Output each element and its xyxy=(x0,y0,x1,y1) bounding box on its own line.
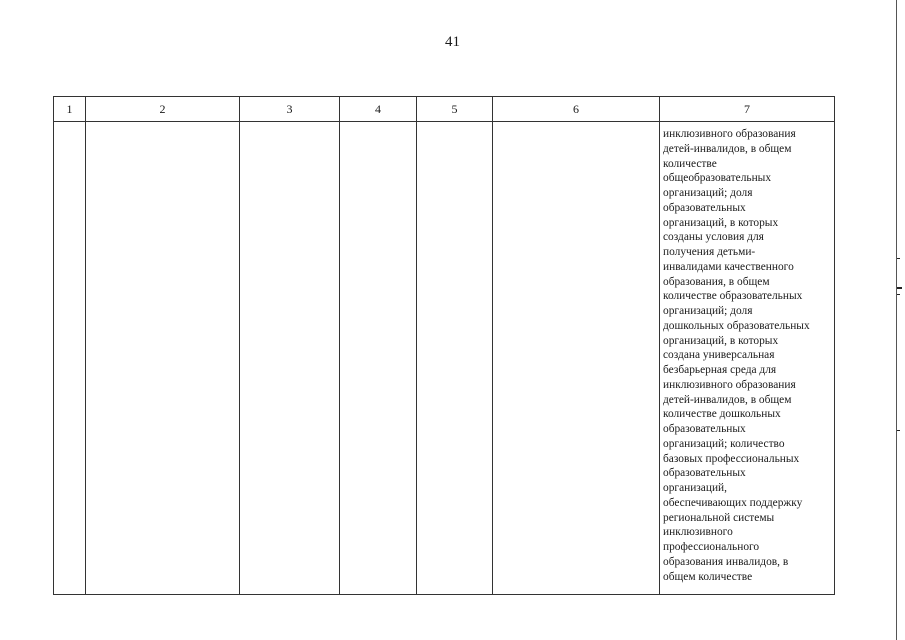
text-line: общем количестве xyxy=(663,570,753,583)
text-line: обеспечивающих поддержку xyxy=(663,496,803,509)
text-line: инклюзивного xyxy=(663,526,733,539)
cell-col-1 xyxy=(54,122,86,595)
text-line: организаций, в которых xyxy=(663,216,779,229)
text-line: организаций, в которых xyxy=(663,334,779,347)
data-table xyxy=(53,96,835,595)
column-header-1: 1 xyxy=(54,97,86,122)
cell-col-6 xyxy=(493,122,660,595)
cell-col-2 xyxy=(86,122,240,595)
text-line: организаций; доля xyxy=(663,187,753,199)
cell-col-5 xyxy=(417,122,493,595)
table-row xyxy=(54,122,835,595)
scan-edge-mark xyxy=(897,258,900,259)
text-line: дошкольных образовательных xyxy=(663,319,810,332)
text-line: созданы условия для xyxy=(663,231,764,244)
text-line: количестве образовательных xyxy=(663,290,803,303)
text-line: образования, в общем xyxy=(663,275,770,288)
text-line: количестве xyxy=(663,157,717,170)
column-header-7: 7 xyxy=(660,97,835,122)
text-line: образования инвалидов, в xyxy=(663,555,789,568)
column-7-text xyxy=(660,122,834,584)
scan-edge-mark xyxy=(897,294,900,295)
text-line: образовательных xyxy=(663,201,746,214)
column-header-4: 4 xyxy=(340,97,417,122)
text-line: организаций; количество xyxy=(663,437,785,450)
text-line: инвалидами качественного xyxy=(663,260,794,273)
text-line: организаций, xyxy=(663,482,727,494)
text-line: получения детьми- xyxy=(663,246,756,258)
scan-edge-mark xyxy=(897,287,902,289)
column-header-3: 3 xyxy=(240,97,340,122)
text-line: количестве дошкольных xyxy=(663,408,781,421)
text-line: детей-инвалидов, в общем xyxy=(663,142,792,155)
page-number: 41 xyxy=(445,34,460,50)
text-line: общеобразовательных xyxy=(663,172,772,185)
text-line: инклюзивного образования xyxy=(663,128,796,140)
text-line: безбарьерная среда для xyxy=(663,364,777,376)
text-line: базовых профессиональных xyxy=(663,452,800,465)
column-header-5: 5 xyxy=(417,97,493,122)
column-header-6: 6 xyxy=(493,97,660,122)
header-row xyxy=(54,97,835,122)
cell-col-4 xyxy=(340,122,417,595)
scan-edge-line xyxy=(896,0,897,640)
cell-col-3 xyxy=(240,122,340,595)
text-line: инклюзивного образования xyxy=(663,378,796,391)
text-line: образовательных xyxy=(663,423,746,435)
text-line: детей-инвалидов, в общем xyxy=(663,393,792,406)
text-line: организаций; доля xyxy=(663,305,753,317)
text-line: региональной системы xyxy=(663,511,775,524)
column-header-2: 2 xyxy=(86,97,240,122)
text-line: образовательных xyxy=(663,467,746,480)
text-line: создана универсальная xyxy=(663,349,775,362)
scan-edge-mark xyxy=(897,430,900,431)
text-line: профессионального xyxy=(663,541,760,553)
cell-col-7 xyxy=(660,122,835,595)
